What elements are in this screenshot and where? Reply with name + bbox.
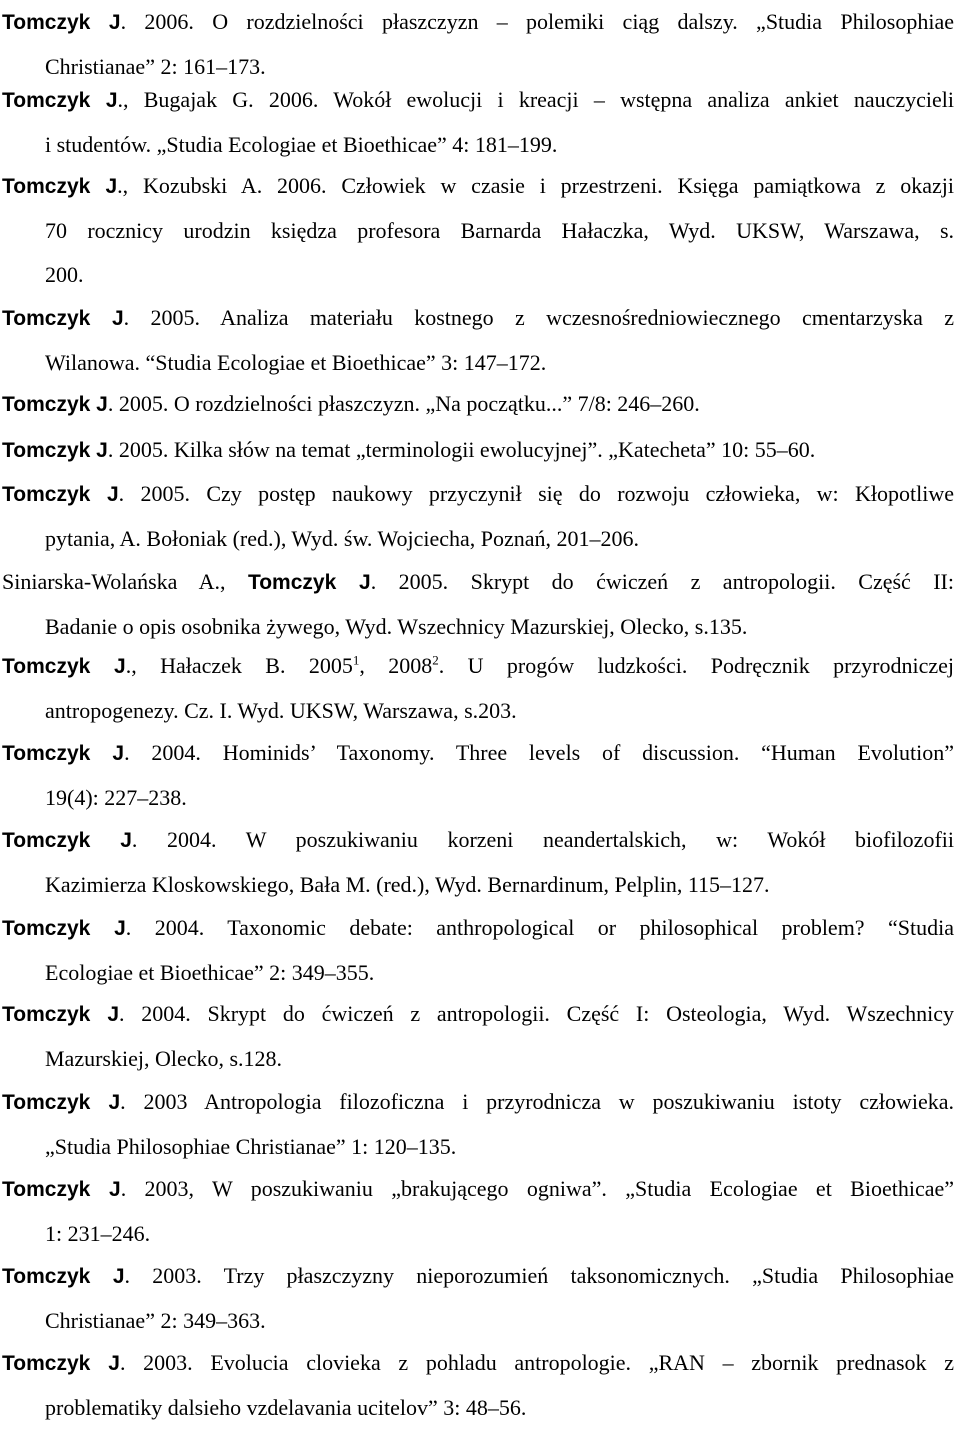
entry-line: Christianae” 2: 349–363. — [45, 1308, 266, 1333]
entry-line: Tomczyk J., Bugajak G. 2006. Wokół ewolucji i kreacji – wstępna analiza ankiet nauczycieli — [2, 87, 955, 112]
entry-line: Tomczyk J., Kozubski A. 2006. Człowiek w czasie i przestrzeni. Księga pamiątkowa z okazji — [2, 173, 954, 198]
entry-line: Tomczyk J. 2005. Kilka słów na temat „terminologii ewolucyjnej”. „Katecheta” 10: 55–60. — [2, 437, 816, 462]
entry-line: 19(4): 227–238. — [45, 785, 187, 810]
entry-line: Tomczyk J., Hałaczek B. 2005$^1$, 2008$^2$. U progów ludzkości. Podręcznik przyrodniczej — [2, 652, 955, 678]
entry-line: „Studia Philosophiae Christianae” 1: 120–135. — [45, 1134, 457, 1159]
bibliography-entry — [2, 78, 954, 167]
entry-line: Tomczyk J. 2003. Evolucia clovieka z pohladu antropologie. „RAN – zbornik prednasok z — [2, 1350, 954, 1375]
bibliography-entry — [2, 164, 954, 297]
entry-line: 200. — [45, 262, 84, 287]
bibliography-entry — [2, 992, 954, 1081]
entry-line: Wilanowa. “Studia Ecologiae et Bioethicae” 3: 147–172. — [45, 350, 547, 375]
entry-line: Mazurskiej, Olecko, s.128. — [45, 1046, 283, 1071]
entry-line: Tomczyk J. 2004. W poszukiwaniu korzeni neandertalskich, w: Wokół biofilozofii — [2, 827, 955, 852]
bibliography-entry — [2, 818, 954, 907]
entry-line: Siniarska-Wolańska A., Tomczyk J. 2005. Skrypt do ćwiczeń z antropologii. Część II: — [2, 569, 954, 594]
entry-line: i studentów. „Studia Ecologiae et Bioethicae” 4: 181–199. — [45, 132, 558, 157]
bibliography-entry — [2, 906, 954, 995]
entry-line: Tomczyk J. 2003 Antropologia filozoficzna i przyrodnicza w poszukiwaniu istoty człowieka. — [2, 1089, 954, 1114]
entry-line: Tomczyk J. 2004. Skrypt do ćwiczeń z antropologii. Część I: Osteologia, Wyd. Wszechnicy — [2, 1001, 954, 1026]
entry-line: Tomczyk J. 2004. Hominids’ Taxonomy. Three levels of discussion. “Human Evolution” — [2, 740, 954, 765]
entry-line: 70 rocznicy urodzin księdza profesora Barnarda Hałaczka, Wyd. UKSW, Warszawa, s. — [45, 218, 954, 243]
bibliography-entry — [2, 1254, 954, 1343]
bibliography-entry — [2, 560, 954, 649]
entry-line: Tomczyk J. 2005. Analiza materiału kostnego z wczesnośredniowiecznego cmentarzyska z — [2, 305, 954, 330]
entry-line: antropogenezy. Cz. I. Wyd. UKSW, Warszawa, s.203. — [45, 698, 517, 723]
entry-line: Tomczyk J. 2006. O rozdzielności płaszczyzn – polemiki ciąg dalszy. „Studia Philosophiae — [2, 9, 955, 34]
bibliography-entry — [2, 1341, 954, 1430]
bibliography-entry — [2, 0, 954, 89]
bibliography-entry — [2, 296, 954, 385]
entry-line: 1: 231–246. — [45, 1221, 151, 1246]
bibliography-entry — [2, 382, 954, 427]
entry-line: Kazimierza Kloskowskiego, Bała M. (red.), Wyd. Bernardinum, Pelplin, 115–127. — [45, 872, 770, 897]
entry-line: Tomczyk J. 2005. O rozdzielności płaszczyzn. „Na początku...” 7/8: 246–260. — [2, 391, 700, 416]
bibliography-entry — [2, 428, 954, 473]
entry-line: pytania, A. Bołoniak (red.), Wyd. św. Wojciecha, Poznań, 201–206. — [45, 526, 640, 551]
bibliography-entry — [2, 644, 954, 733]
entry-line: Christianae” 2: 161–173. — [45, 54, 266, 79]
bibliography-entry — [2, 731, 954, 820]
entry-line: Tomczyk J. 2003, W poszukiwaniu „brakującego ogniwa”. „Studia Ecologiae et Bioethicae” — [2, 1176, 955, 1201]
entry-line: Ecologiae et Bioethicae” 2: 349–355. — [45, 960, 375, 985]
entry-line: Tomczyk J. 2005. Czy postęp naukowy przyczynił się do rozwoju człowieka, w: Kłopotliwe — [2, 481, 954, 506]
bibliography-entry — [2, 1167, 954, 1256]
entry-line: Tomczyk J. 2003. Trzy płaszczyzny nieporozumień taksonomicznych. „Studia Philosophiae — [2, 1263, 954, 1288]
bibliography-entry — [2, 1080, 954, 1169]
entry-line: Badanie o opis osobnika żywego, Wyd. Wszechnicy Mazurskiej, Olecko, s.135. — [45, 614, 748, 639]
entry-line: Tomczyk J. 2004. Taxonomic debate: anthropological or philosophical problem? “Studia — [2, 915, 954, 940]
bibliography-entry — [2, 472, 954, 561]
entry-line: problematiky dalsieho vzdelavania ucitelov” 3: 48–56. — [45, 1395, 527, 1420]
